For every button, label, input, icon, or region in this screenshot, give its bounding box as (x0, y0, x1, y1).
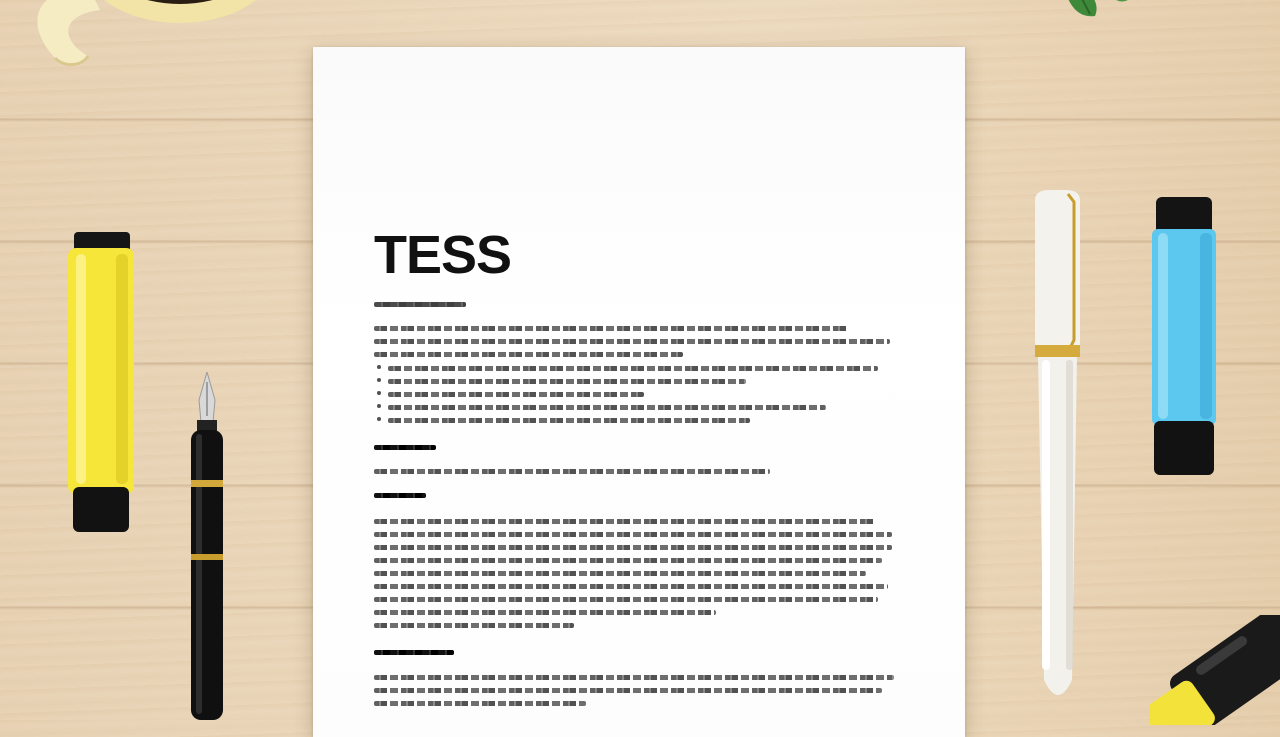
document-paragraph (374, 326, 914, 365)
yellow-highlighter (68, 232, 134, 532)
plant-leaf-icon (1040, 0, 1160, 30)
document-title: TESS (374, 225, 512, 285)
document-heading (374, 650, 914, 655)
document-paragraph (374, 519, 914, 636)
fountain-pen (185, 372, 229, 720)
document-paragraph (374, 675, 914, 714)
document-heading (374, 493, 914, 498)
document-paragraph (374, 469, 914, 482)
document-page (313, 47, 965, 737)
yellow-black-highlighter (1150, 615, 1280, 725)
document-bullet-list (374, 366, 914, 431)
document-subtitle (374, 302, 914, 307)
white-pen (1030, 190, 1085, 710)
document-heading (374, 445, 914, 450)
blue-highlighter (1150, 197, 1218, 475)
coffee-mug (20, 0, 270, 75)
